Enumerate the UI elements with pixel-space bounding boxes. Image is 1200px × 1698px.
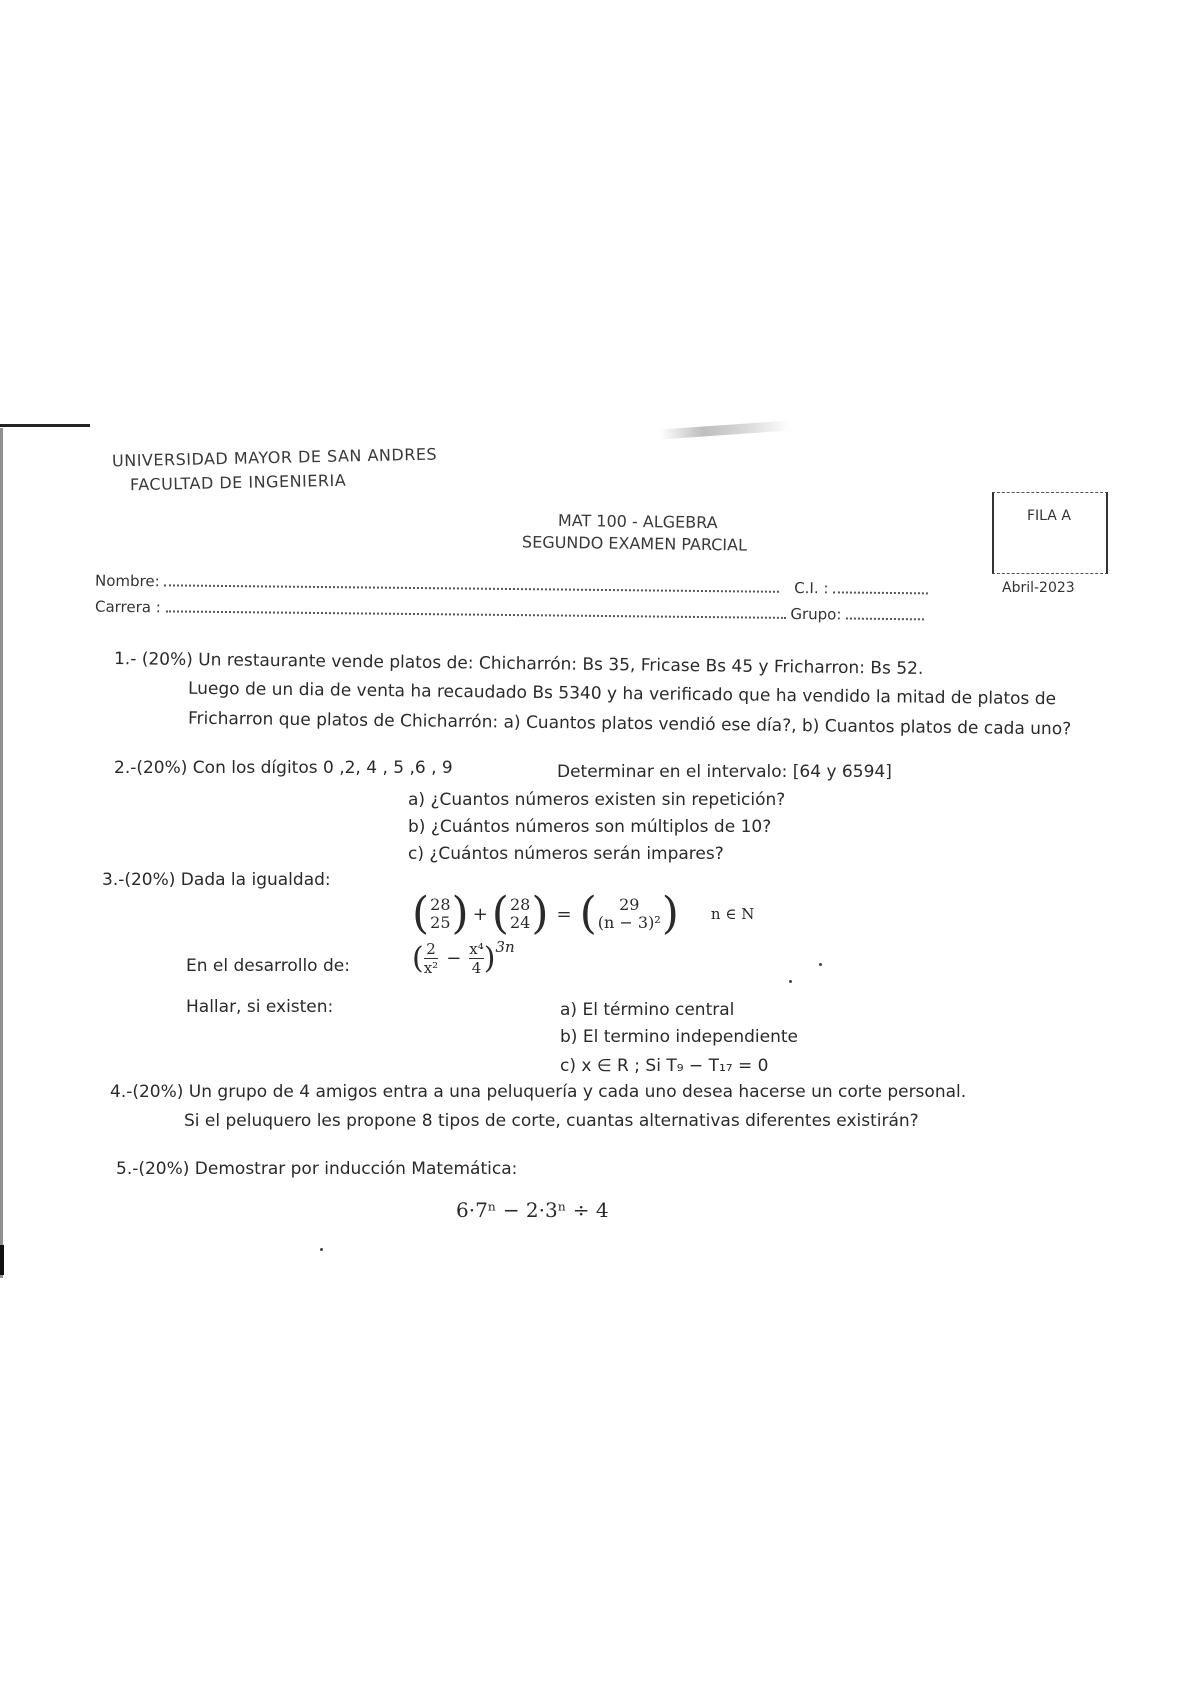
q3-item-a: a) El término central	[560, 1000, 735, 1020]
fraction-2	[469, 940, 483, 977]
fraction-2-numerator: x⁴	[469, 940, 484, 958]
exam-title: SEGUNDO EXAMEN PARCIAL	[521, 532, 748, 555]
q3-binomial-expression: ( $\frac{2}{\text{x²}}$ − $\frac{\text{x⁴}}{4}$ ) 3n	[412, 937, 515, 977]
exam-date: Abril-2023	[1002, 580, 1075, 596]
nombre-field[interactable]	[164, 574, 779, 592]
ci-label: C.I. :	[794, 578, 829, 598]
ci-field[interactable]	[833, 581, 928, 594]
binom-1-bottom: 25	[430, 913, 451, 932]
domain-condition: n ∈ N	[710, 905, 755, 923]
q3-equality	[412, 888, 755, 939]
fraction-2-denominator: 4	[471, 959, 482, 977]
fila-box	[992, 492, 1108, 574]
faculty-name: FACULTAD DE INGENIERIA	[129, 470, 347, 495]
binom-3: ( 29 (n − 3)² )	[579, 888, 679, 939]
binom-1-top: 28	[430, 895, 451, 914]
q2-intro: 2.-(20%) Con los dígitos 0 ,2, 4 , 5 ,6 , 9	[114, 758, 453, 778]
carrera-field[interactable]	[166, 600, 786, 618]
binom-2: ( 28 24 )	[491, 888, 549, 939]
binom-3-top: 29	[619, 895, 640, 914]
grupo-label: Grupo:	[790, 604, 842, 624]
q1-line-1: 1.- (20%) Un restaurante vende platos de: Chicharrón: Bs 35, Fricase Bs 45 y Fricharron: Bs 52.	[113, 649, 924, 679]
q5-intro: 5.-(20%) Demostrar por inducción Matemática:	[116, 1159, 518, 1179]
q2-item-a: a) ¿Cuantos números existen sin repetición?	[408, 790, 786, 810]
plus-sign: +	[472, 903, 488, 925]
q1-line-2: Luego de un dia de venta ha recaudado Bs 5340 y ha verificado que ha vendido la mitad de platos de	[187, 678, 1057, 710]
q3-item-b: b) El termino independiente	[560, 1027, 799, 1047]
q2-item-b: b) ¿Cuántos números son múltiplos de 10?	[408, 817, 772, 837]
course-title: MAT 100 - ALGEBRA	[557, 510, 718, 533]
binom-2-top: 28	[509, 895, 531, 914]
carrera-row	[95, 598, 924, 625]
binom-3-bottom: (n − 3)²	[597, 913, 661, 932]
q2-interval: Determinar en el intervalo: [64 y 6594]	[557, 762, 892, 782]
fila-label: FILA A	[1027, 508, 1071, 524]
scan-edge-mark	[0, 1245, 4, 1275]
q4-line-1: 4.-(20%) Un grupo de 4 amigos entra a una peluquería y cada uno desea hacerse un corte personal.	[110, 1082, 967, 1102]
university-name: UNIVERSIDAD MAYOR DE SAN ANDRES	[111, 444, 438, 471]
binom-2-bottom: 24	[509, 913, 531, 932]
exponent: 3n	[495, 937, 515, 956]
q4-line-2: Si el peluquero les propone 8 tipos de corte, cuantas alternativas diferentes existirán?	[184, 1111, 919, 1131]
scan-edge-left	[0, 428, 3, 1278]
scan-edge-top	[0, 424, 90, 427]
q2-item-c: c) ¿Cuántos números serán impares?	[408, 844, 724, 864]
q3-item-c: c) x ∈ R ; Si T₉ − T₁₇ = 0	[560, 1056, 769, 1076]
fraction-1	[424, 940, 438, 977]
minus-sign: −	[446, 948, 462, 969]
q3-intro: 3.-(20%) Dada la igualdad:	[102, 870, 331, 890]
scan-speck	[320, 1248, 323, 1251]
nombre-row	[95, 572, 928, 599]
scan-speck	[789, 980, 792, 983]
fraction-1-denominator: x²	[423, 959, 439, 977]
carrera-label: Carrera :	[94, 597, 161, 617]
binom-1: ( 28 25 )	[412, 888, 469, 939]
equals-sign: =	[556, 903, 572, 925]
q1-line-3: Fricharron que platos de Chicharrón: a) Cuantos platos vendió ese día?, b) Cuantos platos de cada uno?	[187, 708, 1072, 740]
fraction-1-numerator: 2	[426, 940, 436, 958]
nombre-label: Nombre:	[94, 571, 160, 591]
q3-dev-label: En el desarrollo de:	[186, 956, 350, 976]
scan-speck	[819, 963, 822, 966]
scan-smudge	[660, 420, 790, 439]
q3-find-label: Hallar, si existen:	[186, 997, 334, 1017]
q5-expression: 6·7ⁿ − 2·3ⁿ ÷ 4	[456, 1198, 609, 1222]
grupo-field[interactable]	[846, 608, 924, 621]
